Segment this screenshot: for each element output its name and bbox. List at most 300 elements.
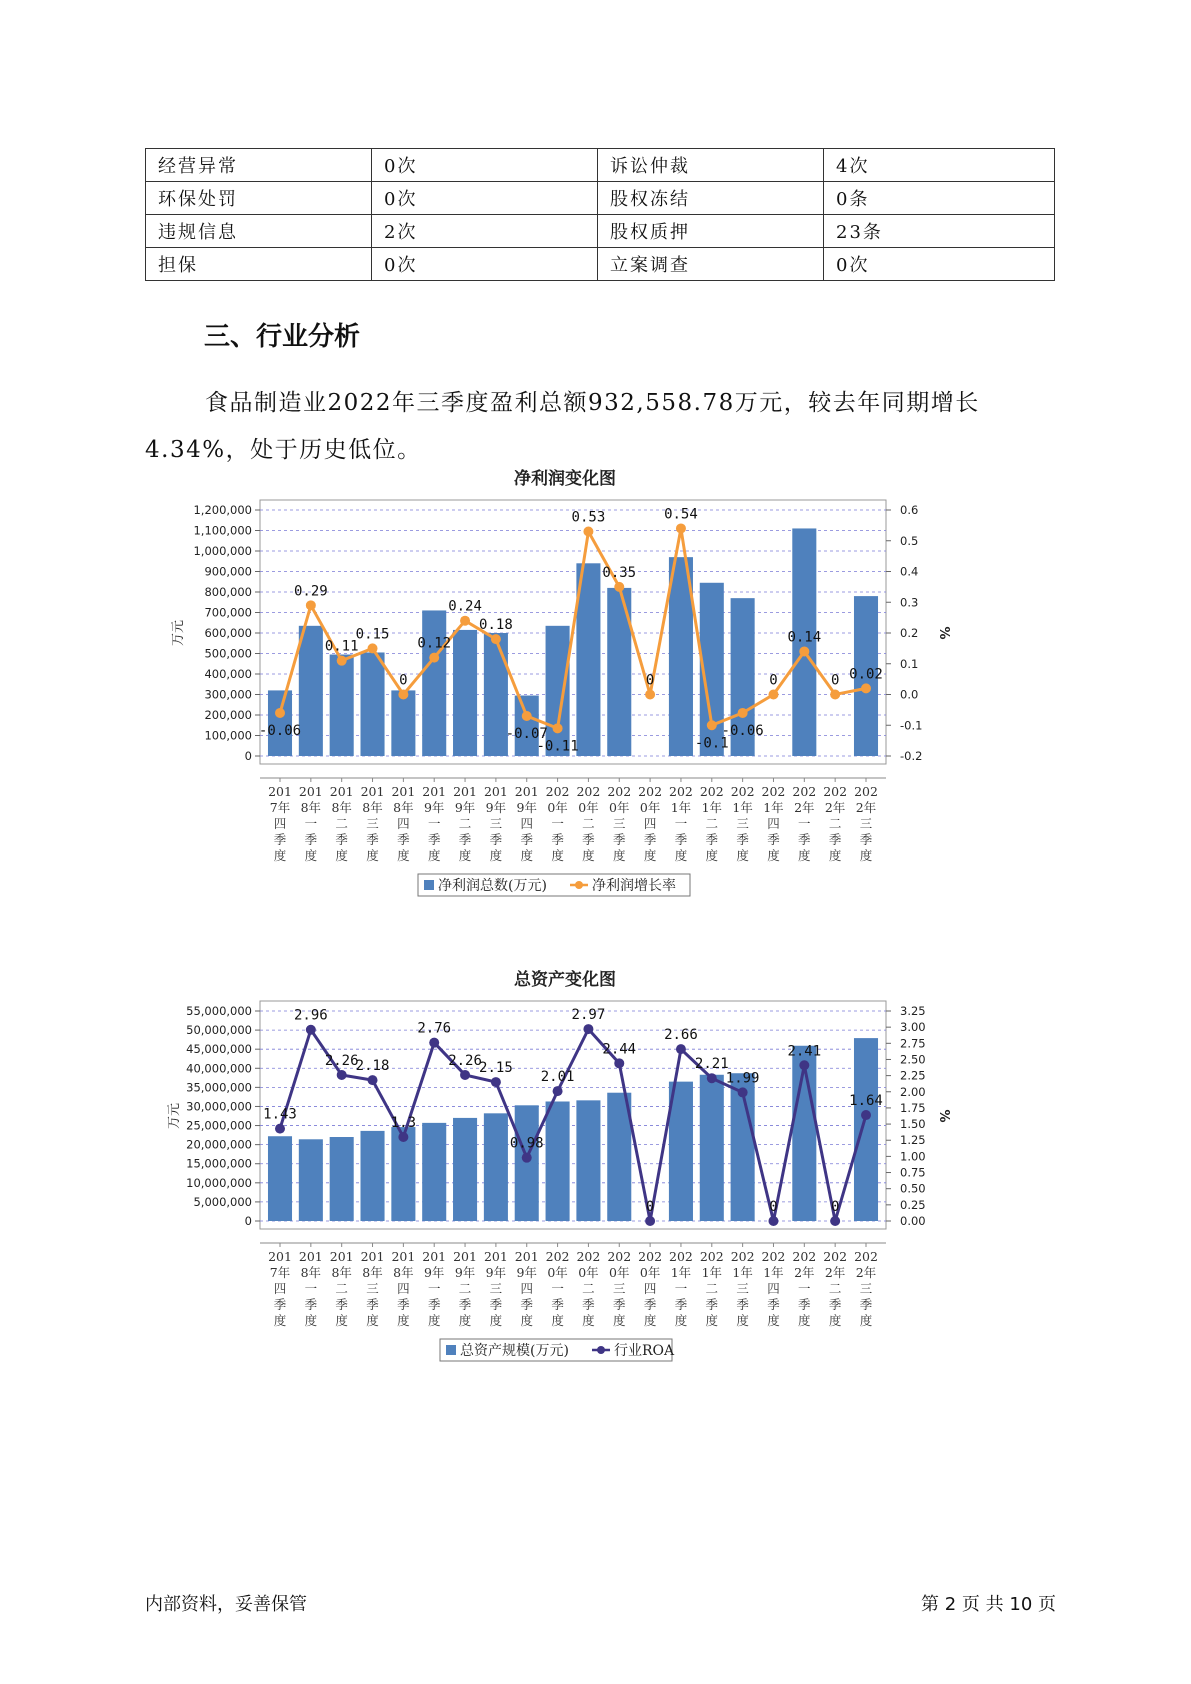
legend-line-marker (575, 881, 583, 889)
data-label: 2.41 (787, 1043, 822, 1060)
x-axis-tick-label: 0年 (578, 1265, 599, 1280)
left-axis-title: 万元 (171, 619, 186, 647)
line-point (738, 708, 748, 718)
line-point (553, 1086, 563, 1096)
data-label: 0.35 (602, 564, 637, 581)
bar (576, 1100, 600, 1221)
x-axis-tick-label: 1年 (732, 800, 753, 815)
x-axis-tick-label: 度 (551, 1313, 564, 1328)
x-axis-tick-label: 202 (576, 1249, 601, 1264)
x-axis-tick-label: 度 (304, 1313, 318, 1328)
x-axis-tick-label: 202 (761, 1249, 786, 1264)
x-axis-tick-label: 三 (736, 1281, 749, 1296)
x-axis-tick-label: 季 (551, 1297, 564, 1312)
x-axis-tick-label: 二 (582, 816, 595, 831)
x-axis-tick-label: 度 (427, 1313, 441, 1328)
x-axis-tick-label: 度 (489, 1313, 503, 1328)
line-point (768, 690, 778, 700)
line-point (614, 582, 624, 592)
right-axis-tick-label: 2.00 (900, 1084, 926, 1099)
line-point (491, 1077, 501, 1087)
x-axis-tick-label: 7年 (269, 800, 291, 815)
x-axis-tick-label: 202 (854, 784, 878, 799)
x-axis-tick-label: 四 (767, 816, 780, 831)
x-axis-tick-label: 8年 (331, 800, 352, 815)
left-axis-tick-label: 1,000,000 (193, 544, 252, 558)
x-axis-tick-label: 202 (761, 784, 786, 799)
bar (330, 1137, 354, 1221)
data-label: 0.02 (849, 666, 883, 683)
x-axis-tick-label: 季 (643, 1297, 657, 1312)
x-axis-tick-label: 季 (489, 1297, 503, 1312)
legend-line-marker (597, 1346, 605, 1354)
x-axis-tick-label: 1年 (701, 800, 723, 815)
line-point (429, 1038, 439, 1048)
left-axis-tick-label: 40,000,000 (186, 1061, 252, 1076)
x-axis-tick-label: 二 (582, 1281, 595, 1296)
risk-item-label: 担保 (146, 248, 372, 281)
right-axis-title: % (936, 1109, 951, 1123)
right-axis-tick-label: 0.6 (900, 503, 919, 517)
x-axis-tick-label: 四 (520, 816, 533, 831)
line-point (337, 656, 347, 666)
x-axis-tick-label: 7年 (269, 1265, 291, 1280)
x-axis-tick-label: 度 (582, 1313, 595, 1328)
x-axis-tick-label: 二 (335, 816, 348, 831)
x-axis-tick-label: 201 (514, 784, 539, 799)
line-point (398, 690, 408, 700)
line-point (861, 683, 871, 693)
plot-frame (260, 1001, 886, 1229)
x-axis-tick-label: 季 (582, 1297, 595, 1312)
x-axis-tick-label: 季 (366, 832, 379, 847)
right-axis-tick-label: 1.25 (900, 1133, 926, 1148)
x-axis-tick-label: 季 (427, 1297, 441, 1312)
line-point (368, 643, 378, 653)
x-axis-tick-label: 202 (607, 1249, 632, 1264)
x-axis-tick-label: 201 (268, 1249, 292, 1264)
data-label: 0 (645, 672, 655, 689)
x-axis-tick-label: 季 (582, 832, 595, 847)
x-axis-tick-label: 度 (366, 848, 379, 863)
x-axis-tick-label: 一 (674, 816, 688, 831)
x-axis-tick-label: 201 (453, 1249, 477, 1264)
data-label: 1.3 (390, 1115, 417, 1131)
x-axis-tick-label: 季 (674, 1297, 688, 1312)
line-point (707, 720, 717, 730)
left-axis-tick-label: 0 (244, 749, 252, 763)
bar (330, 655, 354, 756)
x-axis-tick-label: 一 (798, 816, 811, 831)
x-axis-tick-label: 2年 (855, 800, 877, 815)
line-point (553, 723, 563, 733)
left-axis-tick-label: 25,000,000 (186, 1118, 252, 1133)
risk-item-label: 经营异常 (146, 149, 372, 182)
x-axis-tick-label: 三 (859, 1281, 873, 1296)
risk-item-label: 环保处罚 (146, 182, 372, 215)
x-axis-tick-label: 三 (859, 816, 873, 831)
x-axis-tick-label: 2年 (824, 800, 846, 815)
x-axis-tick-label: 9年 (423, 800, 445, 815)
risk-item-value: 0次 (372, 248, 598, 281)
line-point (583, 1024, 593, 1034)
risk-info-table (145, 148, 1055, 281)
x-axis-tick-label: 季 (736, 832, 749, 847)
x-axis-tick-label: 1年 (763, 1265, 784, 1280)
x-axis-tick-label: 202 (730, 784, 755, 799)
x-axis-tick-label: 8年 (393, 1265, 414, 1280)
x-axis-tick-label: 季 (613, 1297, 626, 1312)
data-label: 0.14 (787, 629, 822, 646)
line-point (275, 1124, 285, 1134)
x-axis-tick-label: 9年 (454, 800, 476, 815)
x-axis-tick-label: 202 (792, 1249, 817, 1264)
left-axis-tick-label: 0 (244, 1214, 252, 1228)
data-label: 0.53 (571, 509, 606, 526)
data-label: 0 (769, 672, 778, 689)
x-axis-tick-label: 2年 (794, 1265, 815, 1280)
x-axis-tick-label: 度 (613, 848, 626, 863)
x-axis-tick-label: 1年 (701, 1265, 723, 1280)
data-label: 2.76 (417, 1020, 452, 1037)
x-axis-tick-label: 度 (335, 848, 348, 863)
risk-item-label: 股权冻结 (598, 182, 824, 215)
right-axis-tick-label: 0.3 (900, 595, 919, 610)
right-axis-tick-label: 0.0 (900, 687, 919, 702)
data-label: -0.07 (505, 726, 548, 743)
x-axis-tick-label: 季 (859, 832, 873, 847)
x-axis-tick-label: 8年 (300, 1265, 322, 1280)
right-axis-tick-label: 1.50 (900, 1117, 926, 1132)
x-axis-tick-label: 三 (366, 1281, 379, 1296)
right-axis-tick-label: 0.50 (900, 1181, 926, 1196)
risk-item-label: 诉讼仲裁 (598, 149, 824, 182)
line-point (645, 1216, 655, 1226)
data-label: 0 (645, 1199, 655, 1215)
x-axis-tick-label: 度 (427, 848, 441, 863)
net-profit-chart (160, 469, 970, 952)
risk-table-row (146, 248, 1055, 281)
x-axis-tick-label: 一 (551, 816, 564, 831)
risk-table-row (146, 215, 1055, 248)
line-point (460, 1070, 470, 1080)
x-axis-tick-label: 三 (736, 816, 749, 831)
x-axis-tick-label: 一 (427, 816, 441, 831)
x-axis-tick-label: 201 (483, 784, 508, 799)
x-axis-tick-label: 度 (859, 848, 873, 863)
line-point (830, 1216, 840, 1226)
x-axis-tick-label: 季 (551, 832, 564, 847)
x-axis-tick-label: 201 (329, 1249, 354, 1264)
x-axis-tick-label: 8年 (362, 1265, 383, 1280)
x-axis-tick-label: 一 (798, 1281, 811, 1296)
bar (299, 626, 323, 756)
x-axis-tick-label: 8年 (300, 800, 322, 815)
line-point (306, 1025, 316, 1035)
bar (546, 626, 570, 756)
x-axis-tick-label: 季 (397, 1297, 410, 1312)
x-axis-tick-label: 度 (736, 848, 749, 863)
x-axis-tick-label: 201 (360, 1249, 385, 1264)
legend-line-label: 净利润增长率 (592, 878, 676, 894)
x-axis-tick-label: 三 (489, 1281, 503, 1296)
x-axis-tick-label: 二 (335, 1281, 348, 1296)
x-axis-tick-label: 四 (273, 1281, 287, 1296)
x-axis-tick-label: 2年 (855, 1265, 877, 1280)
left-axis-tick-label: 200,000 (204, 708, 252, 722)
legend-bar-label: 总资产规模(万元) (460, 1343, 569, 1359)
risk-item-label: 立案调查 (598, 248, 824, 281)
x-axis-tick-label: 1年 (763, 800, 784, 815)
risk-table-row (146, 149, 1055, 182)
x-axis-tick-label: 度 (397, 1313, 410, 1328)
x-axis-tick-label: 0年 (547, 1265, 568, 1280)
x-axis-tick-label: 0年 (639, 800, 661, 815)
x-axis-tick-label: 季 (304, 832, 318, 847)
bar (854, 1038, 878, 1221)
x-axis-tick-label: 度 (458, 1313, 472, 1328)
bar (484, 1113, 508, 1221)
x-axis-tick-label: 1年 (732, 1265, 753, 1280)
bar (700, 1075, 724, 1221)
x-axis-tick-label: 201 (514, 1249, 539, 1264)
line-point (275, 708, 285, 718)
left-axis-tick-label: 400,000 (204, 667, 252, 681)
data-label: 0.11 (324, 638, 359, 655)
right-axis-tick-label: 1.00 (900, 1149, 926, 1164)
x-axis-tick-label: 8年 (331, 1265, 352, 1280)
x-axis-tick-label: 度 (489, 848, 503, 863)
data-label: -0.1 (694, 735, 729, 752)
x-axis-tick-label: 季 (613, 832, 626, 847)
x-axis-tick-label: 季 (366, 1297, 379, 1312)
line-point (491, 634, 501, 644)
x-axis-tick-label: 9年 (485, 1265, 507, 1280)
bar (360, 652, 384, 756)
data-label: 2.44 (602, 1041, 637, 1058)
risk-item-label: 股权质押 (598, 215, 824, 248)
x-axis-tick-label: 季 (273, 1297, 287, 1312)
data-label: -0.11 (536, 738, 579, 755)
x-axis-tick-label: 201 (422, 1249, 447, 1264)
x-axis-tick-label: 季 (304, 1297, 318, 1312)
x-axis-tick-label: 季 (489, 832, 503, 847)
left-axis-tick-label: 500,000 (204, 646, 252, 661)
x-axis-tick-label: 202 (638, 1249, 663, 1264)
x-axis-tick-label: 季 (828, 832, 842, 847)
right-axis-tick-label: 0.4 (900, 564, 919, 579)
x-axis-tick-label: 度 (613, 1313, 626, 1328)
x-axis-tick-label: 0年 (609, 800, 630, 815)
x-axis-tick-label: 度 (643, 848, 657, 863)
x-axis-tick-label: 季 (335, 1297, 348, 1312)
x-axis-tick-label: 三 (366, 816, 379, 831)
left-axis-tick-label: 800,000 (204, 585, 252, 599)
right-axis-tick-label: 0.00 (900, 1214, 926, 1228)
x-axis-tick-label: 度 (705, 848, 719, 863)
x-axis-tick-label: 度 (304, 848, 318, 863)
data-label: 2.26 (324, 1052, 359, 1069)
line-point (583, 527, 593, 537)
x-axis-tick-label: 9年 (516, 800, 537, 815)
left-axis-tick-label: 20,000,000 (186, 1137, 252, 1152)
x-axis-tick-label: 度 (736, 1313, 749, 1328)
x-axis-tick-label: 度 (828, 848, 842, 863)
x-axis-tick-label: 季 (767, 1297, 780, 1312)
x-axis-tick-label: 四 (767, 1281, 780, 1296)
x-axis-tick-label: 度 (520, 1313, 533, 1328)
x-axis-tick-label: 度 (458, 848, 472, 863)
x-axis-tick-label: 季 (643, 832, 657, 847)
x-axis-tick-label: 度 (798, 848, 811, 863)
left-axis-tick-label: 1,100,000 (193, 523, 252, 538)
x-axis-tick-label: 度 (643, 1313, 657, 1328)
bar (546, 1101, 570, 1221)
section-title: 三、行业分析 (204, 322, 361, 352)
legend-bar-swatch (424, 880, 434, 890)
footer-confidential-note: 内部资料，妥善保管 (145, 1594, 307, 1615)
line-point (614, 1058, 624, 1068)
bar (299, 1139, 323, 1221)
x-axis-tick-label: 度 (551, 848, 564, 863)
footer-page-number: 第 2 页 共 10 页 (921, 1594, 1056, 1615)
x-axis-tick-label: 度 (828, 1313, 842, 1328)
x-axis-tick-label: 度 (397, 848, 410, 863)
x-axis-tick-label: 202 (669, 1249, 693, 1264)
chart-title: 总资产变化图 (514, 970, 616, 990)
data-label: 0 (830, 1199, 840, 1215)
x-axis-tick-label: 度 (859, 1313, 873, 1328)
x-axis-tick-label: 度 (674, 1313, 688, 1328)
left-axis-tick-label: 900,000 (204, 564, 252, 579)
data-label: 0.18 (479, 617, 513, 634)
data-label: 1.43 (263, 1106, 297, 1123)
x-axis-tick-label: 度 (520, 848, 533, 863)
right-axis-tick-label: 2.75 (900, 1036, 926, 1051)
x-axis-tick-label: 9年 (454, 1265, 476, 1280)
left-axis-tick-label: 55,000,000 (186, 1004, 252, 1018)
x-axis-tick-label: 度 (273, 1313, 287, 1328)
legend-bar-swatch (446, 1345, 456, 1355)
x-axis-tick-label: 9年 (485, 800, 507, 815)
x-axis-tick-label: 度 (335, 1313, 348, 1328)
x-axis-tick-label: 202 (699, 784, 724, 799)
bar (360, 1131, 384, 1221)
x-axis-tick-label: 202 (545, 1249, 570, 1264)
x-axis-tick-label: 度 (798, 1313, 811, 1328)
right-axis-tick-label: 0.5 (900, 533, 919, 548)
x-axis-tick-label: 二 (828, 1281, 842, 1296)
x-axis-tick-label: 度 (582, 848, 595, 863)
x-axis-tick-label: 度 (767, 848, 780, 863)
right-axis-tick-label: 3.25 (900, 1004, 926, 1018)
x-axis-tick-label: 202 (545, 784, 570, 799)
data-label: 2.21 (694, 1056, 729, 1073)
x-axis-tick-label: 季 (767, 832, 780, 847)
line-point (738, 1087, 748, 1097)
x-axis-tick-label: 202 (792, 784, 817, 799)
x-axis-tick-label: 201 (391, 784, 416, 799)
line-point (676, 1044, 686, 1054)
x-axis-tick-label: 201 (391, 1249, 416, 1264)
line-point (522, 1153, 532, 1163)
x-axis-tick-label: 二 (705, 816, 719, 831)
x-axis-tick-label: 202 (638, 784, 663, 799)
bar (391, 690, 415, 756)
x-axis-tick-label: 季 (828, 1297, 842, 1312)
x-axis-tick-label: 二 (705, 1281, 719, 1296)
data-label: 2.66 (664, 1027, 698, 1044)
chart-title: 净利润变化图 (514, 469, 616, 489)
risk-table-row (146, 182, 1055, 215)
x-axis-tick-label: 201 (329, 784, 354, 799)
data-label: -0.06 (721, 722, 764, 739)
right-axis-tick-label: -0.2 (900, 749, 923, 763)
data-label: 0.12 (417, 635, 452, 652)
right-axis-tick-label: 3.00 (900, 1020, 926, 1035)
line-point (337, 1070, 347, 1080)
bar (484, 633, 508, 756)
left-axis-tick-label: 600,000 (204, 626, 252, 640)
left-axis-tick-label: 15,000,000 (186, 1156, 252, 1171)
legend-line-label: 行业ROA (614, 1343, 675, 1359)
line-point (799, 646, 809, 656)
left-axis-tick-label: 10,000,000 (186, 1175, 252, 1190)
risk-item-value: 2次 (372, 215, 598, 248)
x-axis-tick-label: 季 (798, 1297, 811, 1312)
risk-item-value: 23条 (824, 215, 1055, 248)
x-axis-tick-label: 202 (854, 1249, 878, 1264)
line-point (522, 711, 532, 721)
chart-svg (160, 970, 970, 1453)
x-axis-tick-label: 度 (705, 1313, 719, 1328)
x-axis-tick-label: 201 (483, 1249, 508, 1264)
x-axis-tick-label: 季 (273, 832, 287, 847)
x-axis-tick-label: 四 (643, 816, 657, 831)
chart-svg (160, 469, 970, 952)
x-axis-tick-label: 202 (607, 784, 632, 799)
x-axis-tick-label: 201 (268, 784, 292, 799)
x-axis-tick-label: 201 (453, 784, 477, 799)
data-label: 2.96 (293, 1007, 328, 1024)
risk-item-value: 0次 (372, 182, 598, 215)
data-label: 0.24 (448, 598, 482, 615)
left-axis-tick-label: 700,000 (204, 605, 252, 620)
x-axis-tick-label: 0年 (547, 800, 568, 815)
x-axis-tick-label: 季 (335, 832, 348, 847)
right-axis-tick-label: 0.2 (900, 626, 919, 640)
industry-summary-paragraph: 食品制造业2022年三季度盈利总额932,558.78万元，较去年同期增长4.34%，处于历史低位。 (145, 390, 980, 463)
x-axis-tick-label: 1年 (670, 800, 692, 815)
x-axis-tick-label: 一 (304, 816, 318, 831)
x-axis-tick-label: 度 (767, 1313, 780, 1328)
left-axis-tick-label: 5,000,000 (193, 1194, 252, 1209)
line-point (368, 1075, 378, 1085)
left-axis-title: 万元 (167, 1102, 182, 1130)
data-label: 0 (769, 1199, 778, 1215)
bar (453, 1118, 477, 1221)
bar (515, 1105, 539, 1221)
x-axis-tick-label: 0年 (578, 800, 599, 815)
x-axis-tick-label: 9年 (423, 1265, 445, 1280)
left-axis-tick-label: 100,000 (204, 728, 252, 743)
left-axis-tick-label: 300,000 (204, 687, 252, 702)
data-label: 1.99 (725, 1070, 760, 1087)
x-axis-tick-label: 0年 (609, 1265, 630, 1280)
data-label: 1.64 (849, 1093, 883, 1110)
x-axis-tick-label: 一 (304, 1281, 318, 1296)
right-axis-tick-label: 2.50 (900, 1052, 926, 1067)
